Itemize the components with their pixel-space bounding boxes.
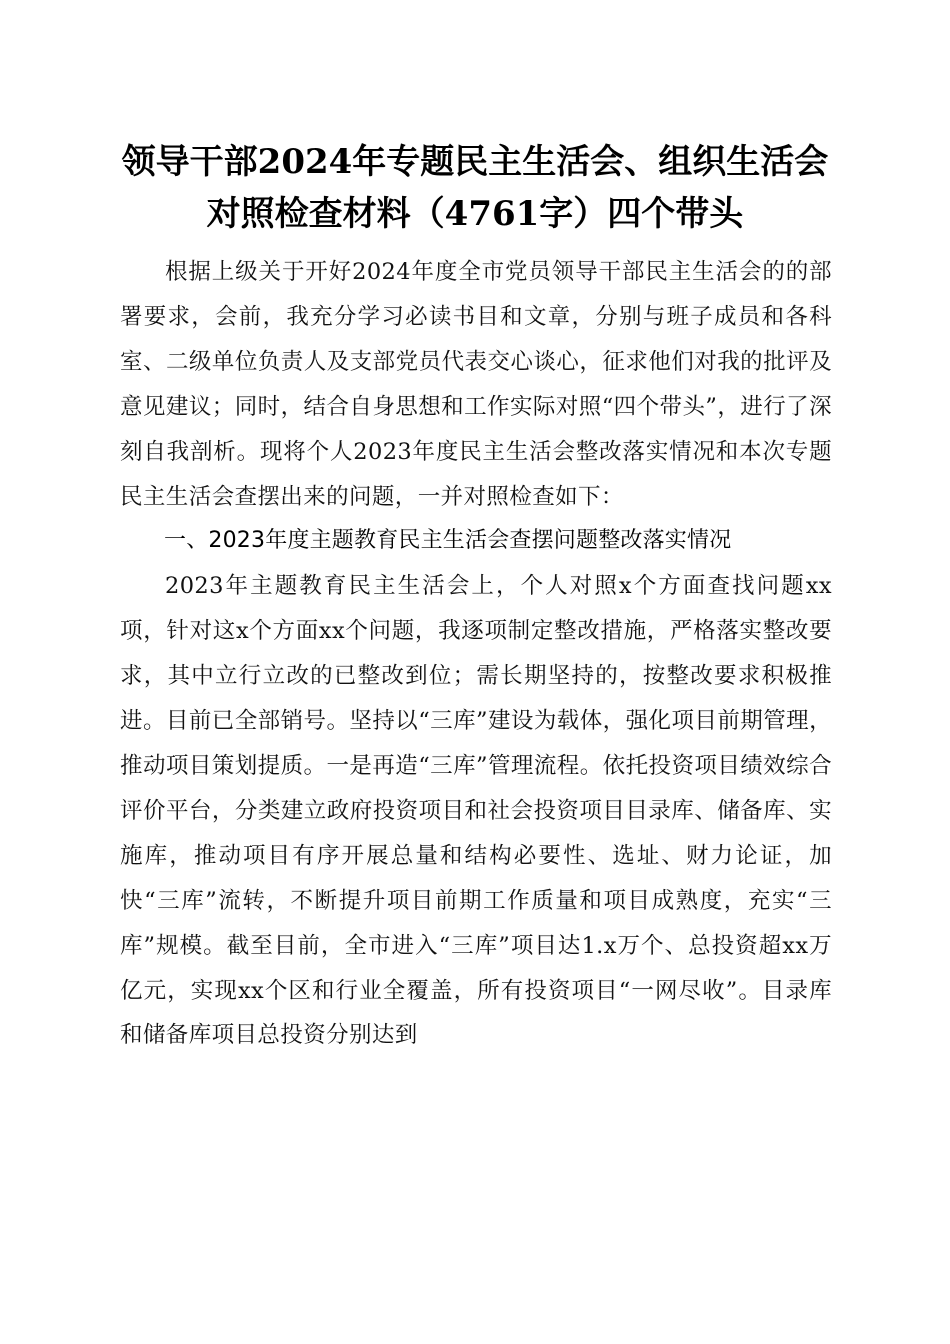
document-body (120, 250, 832, 1058)
section-1-paragraph: 2023年主题教育民主生活会上，个人对照x个方面查找问题xx项，针对这x个方面xx个问题，我逐项制定整改措施，严格落实整改要求，其中立行立改的已整改到位；需长期坚持的，按整改要求积极推进。目前已全部销号。坚持以“三库”建设为载体，强化项目前期管理，推动项目策划提质。一是再造“三库”管理流程。依托投资项目绩效综合评价平台，分类建立政府投资项目和社会投资项目目录库、储备库、实施库，推动项目有序开展总量和结构必要性、选址、财力论证，加快“三库”流转，不断提升项目前期工作质量和项目成熟度，充实“三库”规模。截至目前，全市进入“三库”项目达1.x万个、总投资超xx万亿元，实现xx个区和行业全覆盖，所有投资项目“一网尽收”。目录库和储备库项目总投资分别达到 (120, 573, 832, 1049)
document-title: 领导干部2024年专题民主生活会、组织生活会对照检查材料（4761字）四个带头 (121, 142, 829, 234)
intro-paragraph: 根据上级关于开好2024年度全市党员领导干部民主生活会的的部署要求，会前，我充分学习必读书目和文章，分别与班子成员和各科室、二级单位负责人及支部党员代表交心谈心，征求他们对我的批评及意见建议；同时，结合自身思想和工作实际对照“四个带头”，进行了深刻自我剖析。现将个人2023年度民主生活会整改落实情况和本次专题民主生活会查摆出来的问题，一并对照检查如下： (120, 259, 832, 510)
section-1-heading: 一、2023年度主题教育民主生活会查摆问题整改落实情况 (164, 528, 732, 554)
